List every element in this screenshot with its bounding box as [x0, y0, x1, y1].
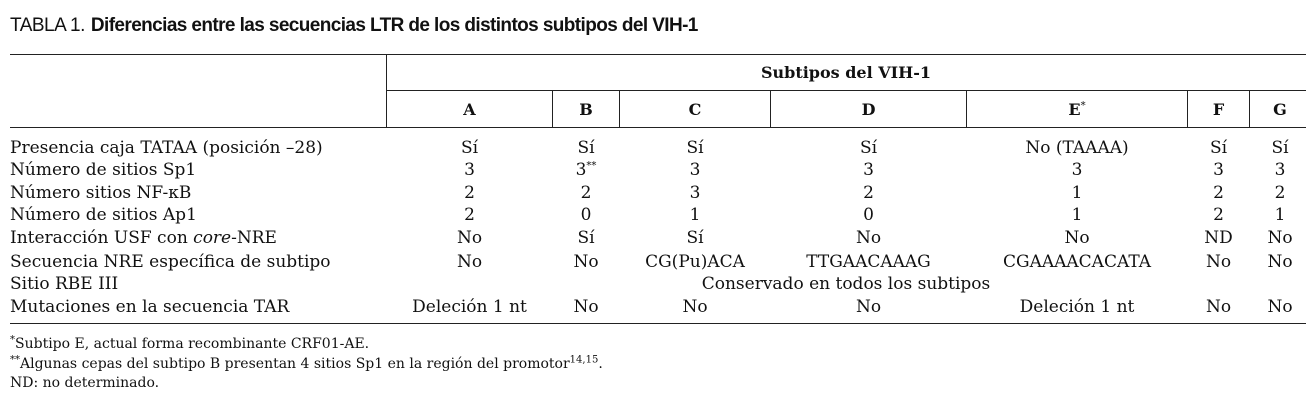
table-cell: 1 [1274, 205, 1286, 225]
footnote: *Subtipo E, actual forma recombinante CRF01-AE. [10, 334, 370, 352]
footnote-marker: ** [586, 160, 597, 172]
table-cell: 2 [1274, 183, 1286, 203]
table-cell: Sí [686, 228, 704, 248]
table-cell: No [1205, 297, 1232, 317]
column-header: B [579, 100, 593, 119]
table-cell: 2 [1213, 183, 1224, 203]
table-cell: 0 [580, 205, 592, 225]
column-header: F [1212, 100, 1225, 119]
table-cell: 1 [689, 205, 701, 225]
row-label: Presencia caja TATAA (posición –28) [10, 138, 323, 158]
table-cell: No [1267, 252, 1293, 272]
table-cell: ND [1204, 228, 1233, 248]
row-label: Número de sitios Ap1 [10, 205, 197, 225]
column-header: E* [1068, 100, 1086, 119]
footnote-marker: * [1080, 100, 1086, 112]
table-cell: 3** [575, 160, 597, 180]
table-cell: No [573, 252, 599, 272]
spanning-cell: Conservado en todos los subtipos [701, 274, 991, 294]
table-cell: 3 [1071, 160, 1083, 180]
column-header: A [463, 100, 476, 119]
table-cell: 0 [863, 205, 874, 225]
header-bottom-rule [10, 127, 1306, 128]
table-cell: Sí [1209, 138, 1228, 158]
table-cell: Deleción 1 nt [1019, 297, 1135, 317]
table-cell: No [855, 297, 882, 317]
group-header-rule [386, 90, 1306, 91]
table-cell: No (TAAAA) [1025, 138, 1129, 158]
column-header: D [861, 100, 876, 119]
bottom-rule [10, 323, 1306, 324]
row-label: Número de sitios Sp1 [10, 160, 197, 180]
table-cell: Sí [460, 138, 479, 158]
table-cell: 3 [1274, 160, 1286, 180]
table-cell: No [456, 252, 483, 272]
footnote: ND: no determinado. [10, 375, 160, 391]
table-cell: 2 [863, 183, 874, 203]
footnote: **Algunas cepas del subtipo B presentan 4 sitios Sp1 en la región del promotor$^{14,15}$. [10, 354, 603, 372]
table-cell: 3 [689, 160, 701, 180]
table-cell: 1 [1071, 183, 1083, 203]
table-cell: No [1267, 297, 1293, 317]
table-cell: Sí [859, 138, 878, 158]
table-cell: No [1267, 228, 1293, 248]
table-cell: No [1064, 228, 1090, 248]
table-cell: 2 [464, 183, 475, 203]
table-title [10, 14, 698, 37]
table-cell: 3 [689, 183, 701, 203]
table-cell: No [573, 297, 599, 317]
row-label: Mutaciones en la secuencia TAR [10, 297, 290, 317]
table-cell: 3 [863, 160, 874, 180]
table-cell: No [855, 228, 882, 248]
table-cell: 3 [1213, 160, 1224, 180]
table-cell: No [682, 297, 708, 317]
column-header: C [688, 100, 702, 119]
row-label: Sitio RBE III [10, 274, 119, 294]
table-cell: CG(Pu)ACA [645, 252, 745, 272]
table-cell: 2 [1213, 205, 1224, 225]
table-cell: Sí [577, 138, 595, 158]
table-number: TABLA 1. [10, 15, 85, 36]
table-cell: TTGAACAAAG [806, 252, 931, 272]
table-cell: 2 [580, 183, 592, 203]
column-header: G [1273, 100, 1287, 119]
row-label: Número sitios NF-κB [10, 183, 192, 203]
group-header: Subtipos del VIH-1 [760, 63, 932, 82]
table-cell: Sí [1271, 138, 1289, 158]
table-cell: Sí [686, 138, 704, 158]
table-cell: No [1205, 252, 1232, 272]
table-cell: No [456, 228, 483, 248]
table-cell: 2 [464, 205, 475, 225]
top-rule [10, 54, 1306, 55]
table-cell: 1 [1071, 205, 1083, 225]
row-label: Interacción USF con core-NRE [10, 228, 277, 248]
table-cell: 3 [464, 160, 475, 180]
table-caption: Diferencias entre las secuencias LTR de los distintos subtipos del VIH-1 [90, 15, 698, 36]
table-cell: Sí [577, 228, 595, 248]
table-cell: CGAAAACACATA [1002, 252, 1152, 272]
table-cell: Deleción 1 nt [412, 297, 527, 317]
row-label: Secuencia NRE específica de subtipo [10, 252, 331, 272]
